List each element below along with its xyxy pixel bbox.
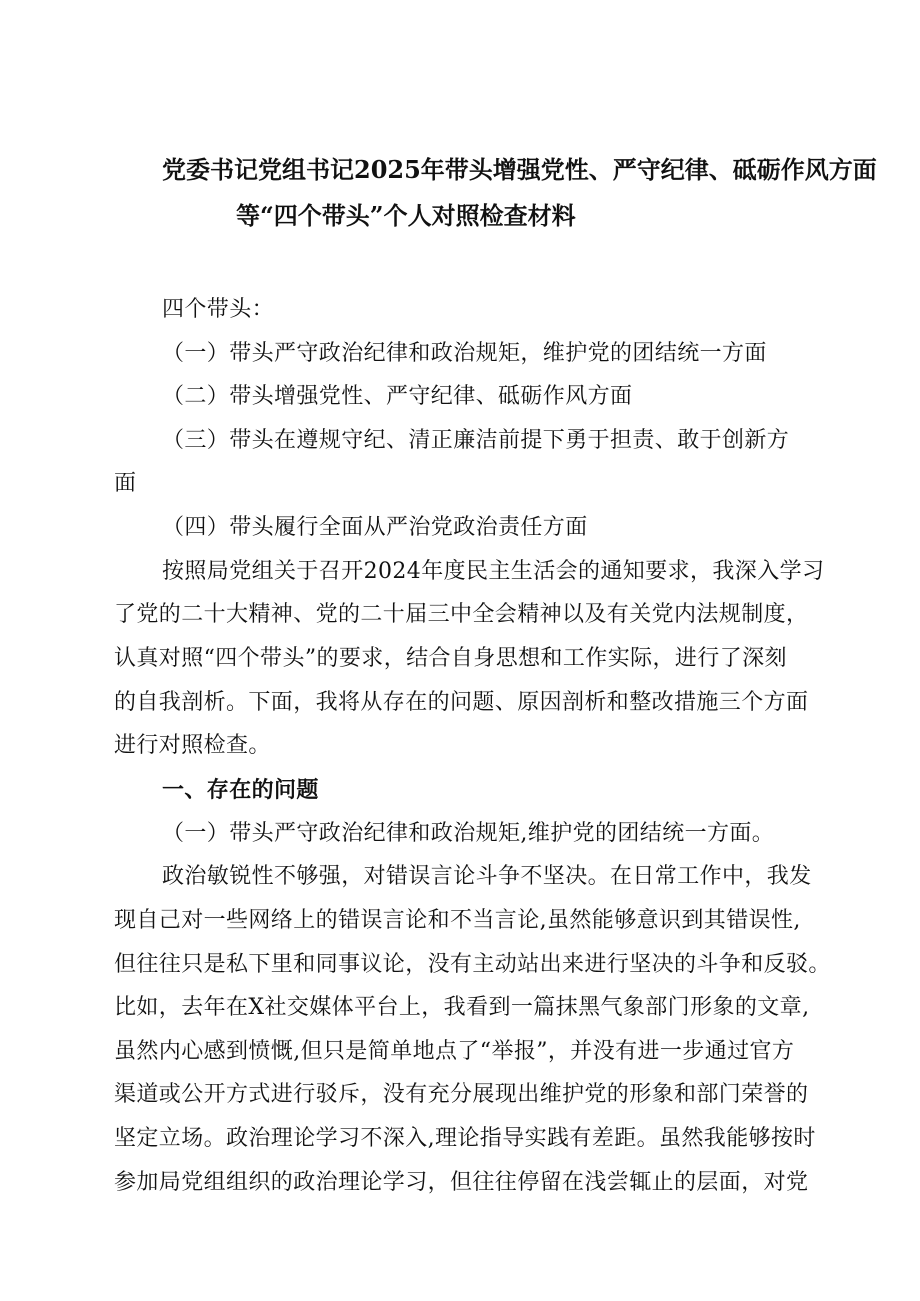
paragraph-line: 的自我剖析。下面，我将从存在的问题、原因剖析和整改措施三个方面: [114, 690, 809, 715]
paragraph-line: 政治敏锐性不够强，对错误言论斗争不坚决。在日常工作中，我发: [162, 864, 812, 889]
list-item: （三）带头在遵规守纪、清正廉洁前提下勇于担责、敢于创新方: [162, 428, 790, 453]
list-item-continuation: 面: [114, 471, 137, 496]
list-item: （四）带头履行全面从严治党政治责任方面: [162, 515, 588, 540]
list-item: （二）带头增强党性、严守纪律、砥砺作风方面: [162, 384, 633, 409]
paragraph-line: 现自己对一些网络上的错误言论和不当言论,虽然能够意识到其错误性,: [114, 908, 801, 933]
paragraph-line: 认真对照“四个带头”的要求，结合自身思想和工作实际，进行了深刻: [114, 646, 787, 671]
paragraph-line: 按照局党组关于召开2024年度民主生活会的通知要求，我深入学习: [162, 559, 825, 584]
subsection-heading: （一）带头严守政治纪律和政治规矩,维护党的团结统一方面。: [162, 821, 775, 846]
intro-label: 四个带头：: [162, 297, 275, 322]
paragraph-line: 比如，去年在X社交媒体平台上，我看到一篇抹黑气象部门形象的文章,: [114, 995, 810, 1020]
paragraph-line: 渠道或公开方式进行驳斥，没有充分展现出维护党的形象和部门荣誉的: [114, 1082, 809, 1107]
section-heading: 一、存在的问题: [162, 777, 319, 803]
list-item: （一）带头严守政治纪律和政治规矩，维护党的团结统一方面: [162, 341, 767, 366]
paragraph-line: 虽然内心感到愤慨,但只是简单地点了“举报”，并没有进一步通过官方: [114, 1039, 795, 1064]
paragraph-line: 参加局党组组织的政治理论学习，但往往停留在浅尝辄止的层面，对党: [114, 1170, 809, 1195]
document-title-line-1: 党委书记党组书记2025年带头增强党性、严守纪律、砥砺作风方面: [162, 155, 877, 184]
paragraph-line: 进行对照检查。: [114, 733, 271, 758]
paragraph-line: 坚定立场。政治理论学习不深入,理论指导实践有差距。虽然我能够按时: [114, 1126, 816, 1151]
paragraph-line: 但往往只是私下里和同事议论，没有主动站出来进行坚决的斗争和反驳。: [114, 952, 831, 977]
document-title-line-2: 等“四个带头”个人对照检查材料: [236, 201, 576, 230]
paragraph-line: 了党的二十大精神、党的二十届三中全会精神以及有关党内法规制度，: [114, 602, 809, 627]
